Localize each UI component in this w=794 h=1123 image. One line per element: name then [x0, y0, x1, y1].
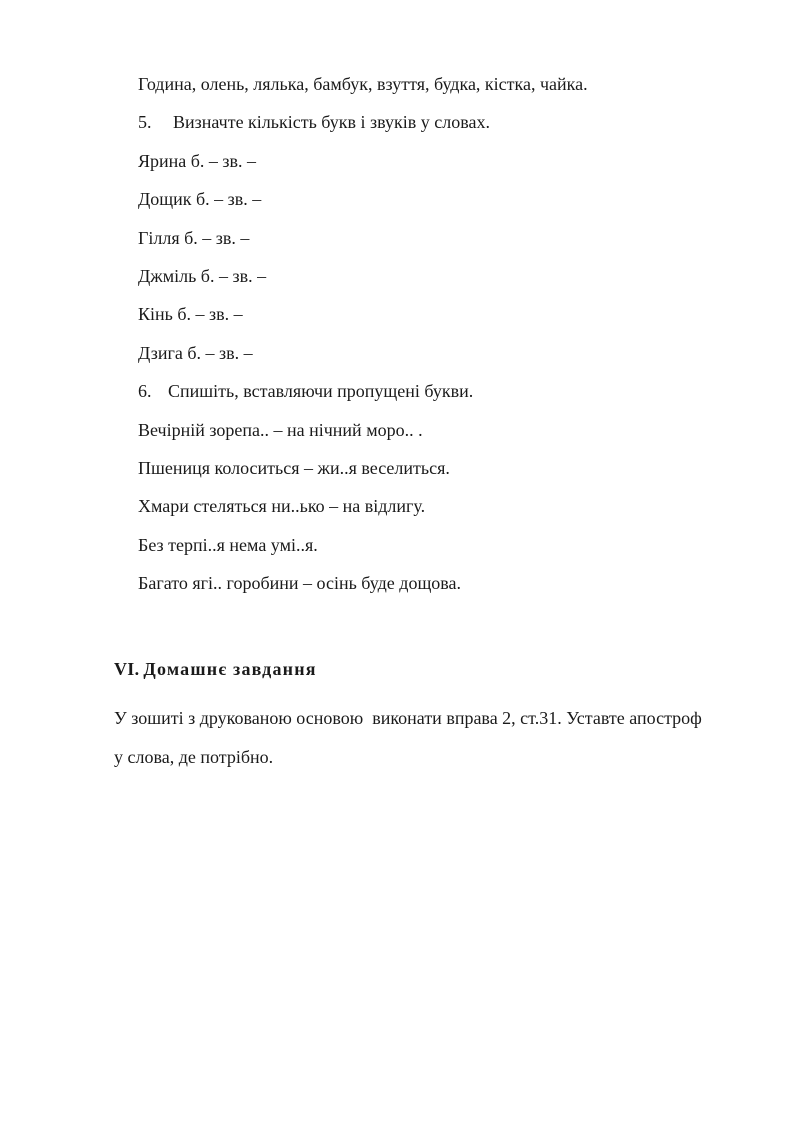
task6-item: Багато ягі.. горобини – осінь буде дощова. — [138, 573, 462, 594]
word-list-line: Година, олень, лялька, бамбук, взуття, будка, кістка, чайка. — [138, 74, 588, 94]
task5-number: 5. — [138, 112, 152, 133]
task6-title: Спишіть, вставляючи пропущені букви. — [168, 381, 474, 402]
homework-heading — [114, 650, 754, 688]
task6-item: Без терпі..я нема умі..я. — [138, 534, 318, 555]
task5-item: Ярина б. – зв. – — [138, 150, 257, 171]
task5-item: Гілля б. – зв. – — [138, 227, 250, 248]
task6-heading — [138, 372, 738, 410]
homework-body-line: у слова, де потрібно. — [114, 746, 274, 767]
task6-item: Пшениця колоситься – жи..я веселиться. — [138, 458, 450, 479]
exercise-block — [138, 65, 738, 603]
task5-item: Джміль б. – зв. – — [138, 266, 267, 287]
task5-item: Кінь б. – зв. – — [138, 304, 243, 325]
task6-item: Хмари стеляться ни..ько – на відлигу. — [138, 496, 426, 517]
task6-number: 6. — [138, 381, 152, 402]
task5-item: Дощик б. – зв. – — [138, 189, 262, 210]
homework-title: Домашнє завдання — [143, 659, 317, 679]
homework-block — [114, 650, 754, 776]
homework-body-line: У зошиті з друкованою основою виконати вправа 2, ст.31. Уставте апостроф — [114, 708, 702, 729]
task5-item: Дзига б. – зв. – — [138, 342, 253, 363]
task6-item: Вечірній зорепа.. – на нічний моро.. . — [138, 419, 423, 440]
task5-title: Визначте кількість букв і звуків у словах. — [173, 112, 490, 133]
task5-heading — [138, 103, 738, 141]
homework-numeral: VI. — [114, 659, 140, 679]
